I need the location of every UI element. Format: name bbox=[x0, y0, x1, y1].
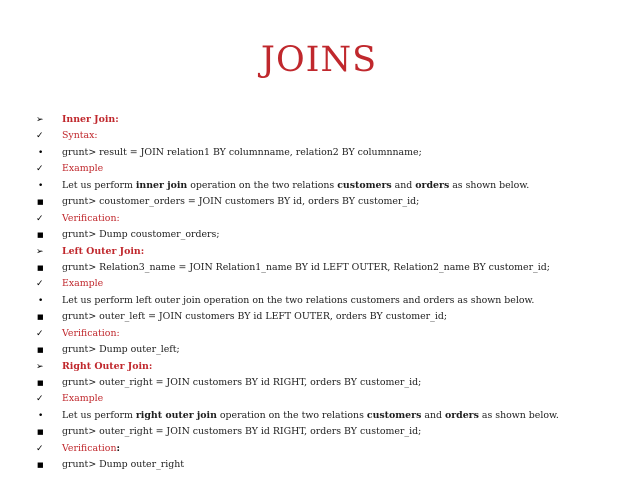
bullet-text-segment: grunt> result = JOIN relation1 BY columnname, relation2 BY columnname; bbox=[62, 146, 422, 158]
bullet-text bbox=[62, 145, 422, 161]
square-bullet-icon: ■ bbox=[37, 461, 44, 470]
bullet-text-segment: customers bbox=[366, 409, 422, 421]
bullet-item bbox=[0, 128, 630, 144]
arrow-bullet-icon: ➢ bbox=[36, 361, 44, 372]
bullet-text bbox=[62, 359, 152, 375]
bullet-text bbox=[62, 276, 103, 292]
dot-bullet-icon: • bbox=[38, 410, 44, 421]
bullet-item bbox=[0, 276, 630, 292]
bullet-text-segment: grunt> outer_right = JOIN customers BY id RIGHT, orders BY customer_id; bbox=[62, 377, 422, 388]
bullet-item bbox=[0, 391, 630, 407]
bullet-text bbox=[62, 342, 180, 358]
bullet-text-segment: : bbox=[116, 442, 120, 454]
square-bullet-icon: ■ bbox=[37, 198, 44, 207]
checkmark-bullet-icon: ✓ bbox=[36, 213, 44, 224]
bullet-text-segment: Example bbox=[62, 163, 104, 175]
bullet-item bbox=[0, 112, 630, 128]
bullet-text-segment: Left Outer Join: bbox=[62, 245, 145, 257]
bullet-text-segment: Right Outer Join: bbox=[62, 360, 153, 372]
bullet-text-segment: Example bbox=[62, 393, 104, 405]
bullet-item bbox=[0, 145, 630, 161]
bullet-text-segment: grunt> Dump outer_left; bbox=[62, 344, 180, 356]
bullet-item bbox=[0, 227, 630, 243]
bullet-text-segment: Let us perform bbox=[62, 409, 136, 421]
bullet-text-segment: orders bbox=[415, 179, 450, 191]
bullet-text-segment: grunt> coustomer_orders = JOIN customers BY id, orders BY customer_id; bbox=[62, 196, 420, 208]
dot-bullet-icon: • bbox=[38, 147, 44, 158]
bullet-text bbox=[62, 227, 219, 243]
bullet-item bbox=[0, 178, 630, 194]
bullet-text-segment: Verification bbox=[62, 442, 117, 454]
bullet-item bbox=[0, 244, 630, 260]
bullet-text bbox=[62, 309, 447, 325]
bullet-text bbox=[62, 441, 120, 457]
square-bullet-icon: ■ bbox=[37, 428, 44, 437]
checkmark-bullet-icon: ✓ bbox=[36, 164, 44, 175]
bullet-text bbox=[62, 260, 550, 276]
bullet-item bbox=[0, 326, 630, 342]
checkmark-bullet-icon: ✓ bbox=[36, 279, 44, 290]
square-bullet-icon: ■ bbox=[37, 313, 44, 322]
bullet-text bbox=[62, 391, 103, 407]
bullet-text-segment: inner join bbox=[135, 179, 188, 191]
bullet-text-segment: Let us perform left outer join operation on the two relations customers and orders as shown below. bbox=[62, 294, 535, 306]
slide-title: JOINS bbox=[260, 40, 378, 80]
bullet-item bbox=[0, 375, 630, 391]
bullet-text-segment: operation on the two relations bbox=[216, 409, 367, 421]
bullet-text-segment: grunt> outer_left = JOIN customers BY id LEFT OUTER, orders BY customer_id; bbox=[62, 311, 447, 323]
bullet-text-segment: Example bbox=[62, 278, 104, 290]
bullet-text bbox=[62, 194, 419, 210]
bullet-item bbox=[0, 194, 630, 210]
bullet-text-segment: Syntax: bbox=[62, 130, 98, 142]
bullet-text-segment: as shown below. bbox=[478, 409, 559, 421]
bullet-text bbox=[62, 161, 103, 177]
bullet-text-segment: customers bbox=[337, 179, 392, 191]
bullet-item bbox=[0, 260, 630, 276]
bullet-text bbox=[62, 178, 529, 194]
bullet-item bbox=[0, 457, 630, 473]
bullet-text-segment: Verification: bbox=[62, 327, 120, 339]
bullet-text bbox=[62, 112, 119, 128]
arrow-bullet-icon: ➢ bbox=[36, 246, 44, 257]
bullet-text-segment: grunt> outer_right = JOIN customers BY id RIGHT, orders BY customer_id; bbox=[62, 426, 422, 438]
bullet-text bbox=[62, 326, 120, 342]
square-bullet-icon: ■ bbox=[37, 346, 44, 355]
bullet-item bbox=[0, 441, 630, 457]
bullet-text bbox=[62, 457, 184, 473]
bullet-text-segment: grunt> Dump outer_right bbox=[62, 459, 185, 471]
bullet-item bbox=[0, 424, 630, 440]
checkmark-bullet-icon: ✓ bbox=[36, 328, 44, 339]
dot-bullet-icon: • bbox=[38, 295, 44, 306]
square-bullet-icon: ■ bbox=[37, 379, 44, 387]
bullet-text-segment: operation on the two relations bbox=[187, 179, 338, 191]
bullet-text bbox=[62, 375, 421, 391]
bullet-text bbox=[62, 128, 98, 144]
bullet-text-segment: as shown below. bbox=[449, 179, 530, 191]
checkmark-bullet-icon: ✓ bbox=[36, 131, 44, 142]
bullet-text bbox=[62, 211, 120, 227]
bullet-text-segment: Verification: bbox=[62, 212, 120, 224]
bullet-item bbox=[0, 309, 630, 325]
bullet-item bbox=[0, 211, 630, 227]
bullet-item bbox=[0, 342, 630, 358]
bullet-text-segment: Inner Join: bbox=[62, 114, 119, 125]
bullet-list bbox=[0, 112, 630, 474]
bullet-text bbox=[62, 408, 559, 424]
checkmark-bullet-icon: ✓ bbox=[36, 443, 44, 454]
bullet-text-segment: right outer join bbox=[135, 409, 217, 421]
bullet-text bbox=[62, 424, 421, 440]
bullet-item bbox=[0, 161, 630, 177]
checkmark-bullet-icon: ✓ bbox=[36, 394, 44, 405]
bullet-text-segment: orders bbox=[444, 409, 479, 421]
bullet-item bbox=[0, 293, 630, 309]
bullet-text-segment: and bbox=[391, 179, 416, 191]
square-bullet-icon: ■ bbox=[37, 263, 44, 272]
bullet-text-segment: Let us perform bbox=[62, 179, 136, 191]
dot-bullet-icon: • bbox=[38, 180, 44, 191]
square-bullet-icon: ■ bbox=[37, 231, 44, 240]
bullet-text bbox=[62, 293, 534, 309]
bullet-item bbox=[0, 408, 630, 424]
bullet-text bbox=[62, 244, 144, 260]
bullet-text-segment: and bbox=[421, 409, 445, 421]
bullet-text-segment: grunt> Dump coustomer_orders; bbox=[62, 229, 220, 241]
arrow-bullet-icon: ➢ bbox=[36, 115, 44, 125]
bullet-text-segment: grunt> Relation3_name = JOIN Relation1_name BY id LEFT OUTER, Relation2_name BY customer_id; bbox=[62, 261, 550, 273]
bullet-item bbox=[0, 359, 630, 375]
